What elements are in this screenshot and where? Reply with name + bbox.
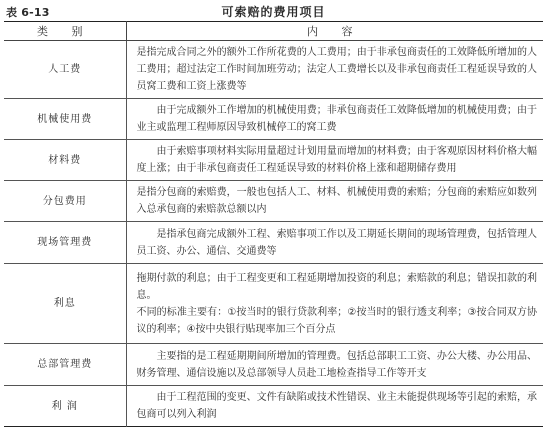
table-title: 可索赔的费用项目 bbox=[221, 5, 326, 19]
content-text: 拖期付款的利息；由于工程变更和工程延期增加投资的利息；索赔款的利息；错误扣款的利息。 bbox=[136, 272, 537, 301]
content-cell bbox=[126, 99, 543, 140]
table-number: 表 6-13 bbox=[6, 6, 50, 19]
content-cell bbox=[126, 264, 543, 344]
category-cell: 现场管理费 bbox=[4, 222, 126, 264]
table-row bbox=[4, 41, 543, 99]
category-cell: 机械使用费 bbox=[4, 99, 126, 140]
content-cell bbox=[126, 344, 543, 386]
table-row bbox=[4, 344, 543, 386]
content-text: 是指分包商的索赔费，一般也包括人工、材料、机械使用费的索赔；分包商的索赔应如数列入总承包商的索赔款总额以内 bbox=[136, 187, 537, 215]
category-cell: 利息 bbox=[4, 264, 126, 344]
table-row bbox=[4, 264, 543, 344]
header-category: 类 别 bbox=[4, 22, 126, 41]
header-content: 内 容 bbox=[126, 22, 543, 41]
content-cell bbox=[126, 386, 543, 427]
table-row bbox=[4, 140, 543, 181]
category-cell: 总部管理费 bbox=[4, 344, 126, 386]
content-text: 不同的标准主要有：①按当时的银行贷款利率；②按当时的银行透支利率；③按合同双方协议的利率；④按中央银行贴现率加三个百分点 bbox=[136, 306, 537, 335]
content-text: 主要指的是工程延期期间所增加的管理费。包括总部职工工资、办公大楼、办公用品、财务管理、通信设施以及总部领导人员赴工地检查指导工作等开支 bbox=[136, 350, 537, 379]
category-cell: 分包费用 bbox=[4, 181, 126, 222]
content-text: 是指承包商完成额外工程、索赔事项工作以及工期延长期间的现场管理费，包括管理人员工资、办公、通信、交通费等 bbox=[136, 228, 537, 257]
claimable-expenses-table bbox=[4, 21, 543, 427]
content-cell bbox=[126, 41, 543, 99]
table-header-row bbox=[4, 22, 543, 41]
table-caption bbox=[4, 2, 543, 20]
table-row bbox=[4, 99, 543, 140]
category-cell: 人工费 bbox=[4, 41, 126, 99]
content-cell bbox=[126, 181, 543, 222]
category-cell: 利 润 bbox=[4, 386, 126, 427]
table-row bbox=[4, 222, 543, 264]
content-text: 由于索赔事项材料实际用量超过计划用量而增加的材料费；由于客观原因材料价格大幅度上涨；由于非承包商责任工程延误导致的材料价格上涨和超期储存费用 bbox=[136, 146, 537, 174]
content-text: 是指完成合同之外的额外工作所花费的人工费用；由于非承包商责任的工效降低所增加的人工费用；超过法定工作时间加班劳动；法定人工费增长以及非承包商责任工程延误导致的人员窝工费和工资上涨费等 bbox=[136, 47, 537, 92]
content-text: 由于完成额外工作增加的机械使用费；非承包商责任工效降低增加的机械使用费；由于业主或监理工程师原因导致机械停工的窝工费 bbox=[136, 105, 537, 133]
content-cell bbox=[126, 222, 543, 264]
category-cell: 材料费 bbox=[4, 140, 126, 181]
table-row bbox=[4, 181, 543, 222]
table-row bbox=[4, 386, 543, 427]
content-text: 由于工程范围的变更、文件有缺陷或技术性错误、业主未能提供现场等引起的索赔，承包商可以列入利润 bbox=[136, 392, 537, 420]
content-cell bbox=[126, 140, 543, 181]
